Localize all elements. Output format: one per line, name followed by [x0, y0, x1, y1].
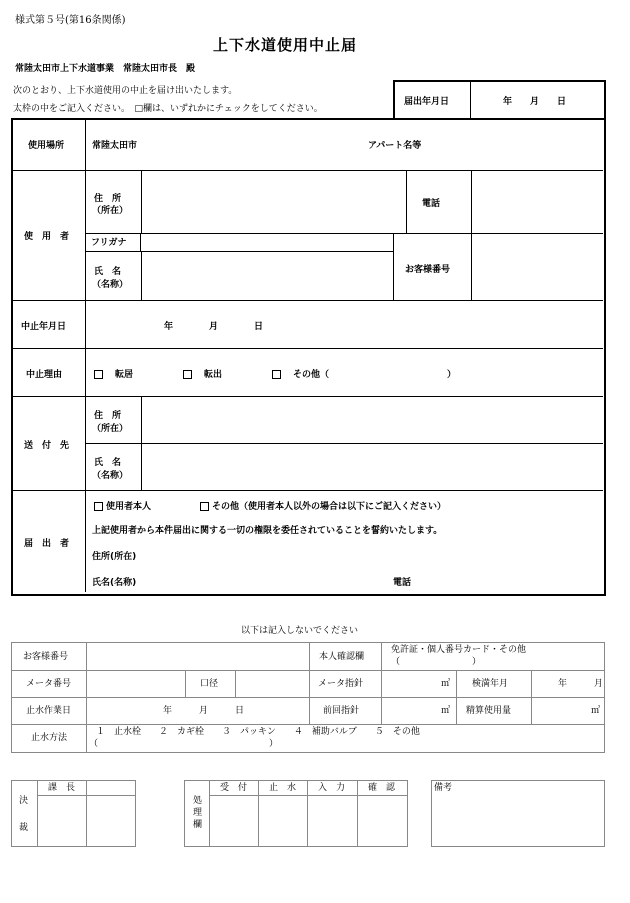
stop-work-date-value: 年 月 日	[163, 706, 245, 716]
user-phone-label: 電話	[422, 199, 441, 209]
office-customer-number-label: お客様番号	[23, 652, 69, 662]
user-label: 使 用 者	[24, 232, 70, 242]
send-address-label-2: （所在）	[92, 424, 129, 434]
send-name-input[interactable]	[144, 445, 600, 488]
location-city: 常陸太田市	[92, 141, 138, 151]
user-name-label-1: 氏 名	[94, 267, 122, 277]
reason-close-paren: ）	[447, 370, 457, 380]
applicant-address-label: 住所(所在)	[92, 552, 137, 562]
id-check-paren: （ ）	[391, 657, 482, 667]
applicant-label: 届 出 者	[24, 539, 70, 549]
col-confirm: 確 認	[368, 783, 396, 793]
stop-work-date-label: 止水作業日	[26, 706, 72, 716]
col-reception: 受 付	[220, 783, 248, 793]
send-name-label-2: （名称）	[92, 471, 129, 481]
send-address-input[interactable]	[144, 399, 600, 441]
form-number: 様式第５号(第16条関係)	[15, 15, 126, 26]
section-chief-label: 課 長	[48, 783, 76, 793]
customer-number-input[interactable]	[474, 235, 600, 299]
processing-label-3: 欄	[193, 820, 203, 830]
furigana-label: フリガナ	[91, 238, 127, 248]
location-label: 使用場所	[28, 141, 65, 151]
applicant-phone-label: 電話	[393, 578, 412, 588]
settled-usage-unit: ㎥	[591, 706, 601, 716]
submit-date-label: 届出年月日	[404, 97, 450, 107]
col-input: 入 力	[318, 783, 346, 793]
checkbox-icon[interactable]	[94, 502, 103, 511]
expiry-value: 年 月	[558, 679, 604, 689]
reason-option-move[interactable]: 転居	[94, 369, 133, 381]
stop-date-field[interactable]: 年 月 日	[164, 322, 264, 332]
col-water-stop: 止 水	[269, 783, 297, 793]
applicant-address-input[interactable]	[150, 548, 590, 564]
applicant-name-input[interactable]	[150, 574, 390, 590]
remarks-box	[431, 780, 605, 847]
meter-reading-unit: ㎥	[441, 679, 451, 689]
id-check-label: 本人確認欄	[319, 652, 365, 662]
customer-number-label: お客様番号	[405, 265, 451, 275]
expiry-label: 検満年月	[472, 679, 509, 689]
applicant-option-self[interactable]: 使用者本人	[94, 501, 151, 513]
delegation-statement: 上記使用者から本件届出に関する一切の権限を委任されていることを誓約いたします。	[92, 526, 443, 536]
reason-label: 中止理由	[26, 370, 63, 380]
office-notice: 以下は記入しないでください	[241, 626, 359, 636]
bore-label: 口径	[200, 679, 219, 689]
stop-method-paren: （ ）	[89, 739, 279, 749]
decision-label-2: 裁	[19, 823, 29, 833]
apartment-label: アパート名等	[368, 141, 422, 151]
send-to-label: 送 付 先	[24, 441, 70, 451]
user-address-input[interactable]	[144, 173, 402, 229]
location-input[interactable]	[150, 121, 590, 167]
user-address-label-2: （所在）	[92, 206, 129, 216]
meter-reading-label: メータ指針	[318, 679, 364, 689]
furigana-input[interactable]	[144, 235, 390, 249]
decision-label-1: 決	[19, 796, 29, 806]
checkbox-icon[interactable]	[183, 370, 192, 379]
prev-reading-unit: ㎥	[441, 706, 451, 716]
user-name-input[interactable]	[144, 253, 390, 299]
checkbox-icon[interactable]	[94, 370, 103, 379]
applicant-phone-input[interactable]	[420, 574, 590, 590]
form-title: 上下水道使用中止届	[213, 36, 358, 54]
send-name-label-1: 氏 名	[94, 458, 122, 468]
stop-method-label: 止水方法	[31, 733, 68, 743]
processing-label-2: 理	[193, 808, 203, 818]
remarks-label: 備考	[434, 783, 453, 793]
meter-number-label: メータ番号	[26, 679, 72, 689]
reason-option-other[interactable]: その他（	[272, 369, 329, 381]
intro-line-1: 次のとおり、上下水道使用の中止を届け出いたします。	[13, 86, 238, 96]
stop-method-options: １ 止水栓 ２ カギ栓 ３ パッキン ４ 補助バルブ ５ その他	[96, 727, 420, 737]
processing-label-1: 処	[193, 796, 203, 806]
prev-reading-label: 前回指針	[323, 706, 360, 716]
user-name-label-2: （名称）	[92, 280, 129, 290]
reason-option-out[interactable]: 転出	[183, 369, 222, 381]
addressee: 常陸太田市上下水道事業 常陸太田市長 殿	[15, 64, 196, 74]
settled-usage-label: 精算使用量	[466, 706, 512, 716]
checkbox-icon[interactable]	[272, 370, 281, 379]
id-check-value: 免許証・個人番号カード・その他	[391, 645, 527, 655]
user-address-label-1: 住 所	[94, 194, 122, 204]
submit-date-field[interactable]: 年 月 日	[503, 97, 567, 107]
applicant-name-label: 氏名(名称)	[92, 578, 137, 588]
send-address-label-1: 住 所	[94, 411, 122, 421]
checkbox-icon[interactable]	[200, 502, 209, 511]
stop-date-label: 中止年月日	[21, 322, 67, 332]
intro-line-2: 太枠の中をご記入ください。 □欄は、いずれかにチェックをしてください。	[13, 104, 323, 114]
applicant-option-other[interactable]: その他（使用者本人以外の場合は以下にご記入ください）	[200, 501, 446, 513]
user-phone-input[interactable]	[474, 173, 600, 229]
